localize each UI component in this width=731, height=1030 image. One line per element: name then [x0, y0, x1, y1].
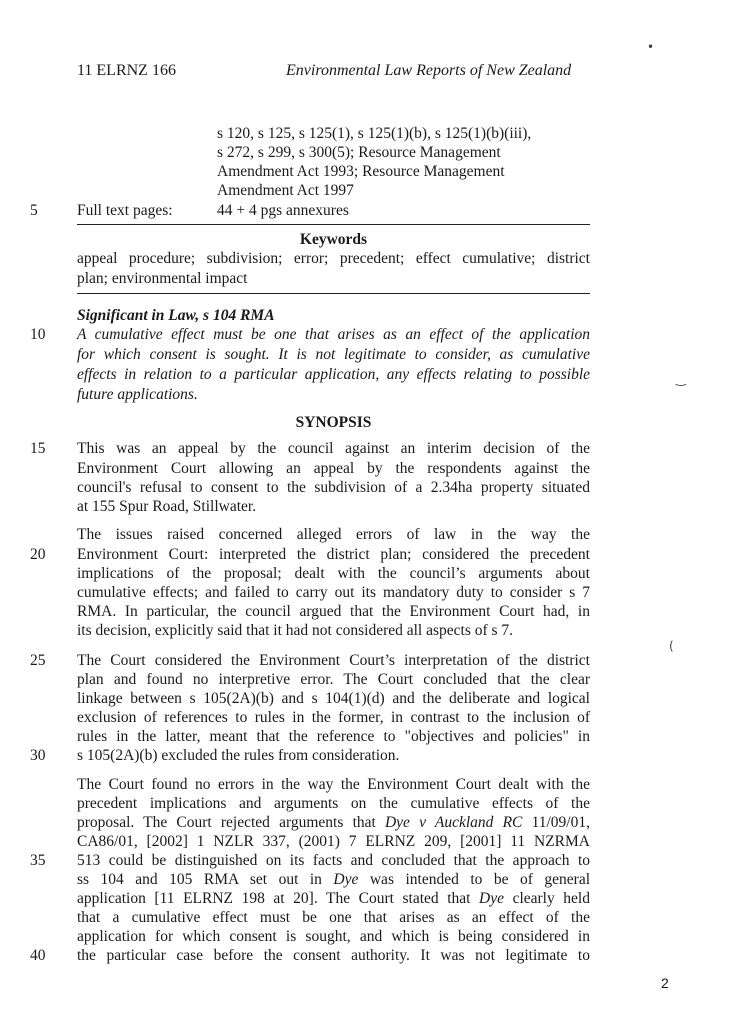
synopsis-paragraph-line: Environment Court: interpreted the district plan; considered the precedent — [77, 546, 590, 563]
running-header-journal: Environmental Law Reports of New Zealand — [286, 62, 572, 79]
line-number: 35 — [30, 852, 46, 869]
synopsis-paragraph-line: proposal. The Court rejected arguments that Dye v Auckland RC 11/09/01, — [77, 814, 590, 831]
running-header-citation: 11 ELRNZ 166 — [77, 62, 176, 79]
synopsis-paragraph-line: the particular case before the consent authority. It was not legitimate to — [77, 947, 590, 964]
divider-rule — [77, 224, 590, 225]
synopsis-paragraph-line: The issues raised concerned alleged errors of law in the way the — [77, 526, 590, 543]
synopsis-paragraph-line: council's refusal to consent to the subdivision of a 2.34ha property situated — [77, 479, 590, 496]
significance-line: for which consent is sought. It is not legitimate to consider, as cumulative — [77, 346, 590, 363]
line-number: 40 — [30, 947, 46, 964]
statutes-line: Amendment Act 1993; Resource Management — [217, 163, 505, 180]
significance-line: A cumulative effect must be one that arises as an effect of the application — [77, 326, 590, 343]
keywords-line: appeal procedure; subdivision; error; precedent; effect cumulative; district — [77, 250, 590, 267]
synopsis-paragraph-line: s 105(2A)(b) excluded the rules from consideration. — [77, 747, 400, 764]
keywords-heading: Keywords — [299, 231, 368, 248]
synopsis-paragraph-line: The Court found no errors in the way the Environment Court dealt with the — [77, 776, 590, 793]
synopsis-heading: SYNOPSIS — [295, 414, 372, 431]
synopsis-paragraph-line: rules in the latter, meant that the reference to "objectives and policies" in — [77, 728, 590, 745]
synopsis-paragraph-line: Environment Court allowing an appeal by the respondents against the — [77, 460, 590, 477]
page-number: 2 — [661, 975, 669, 991]
line-number: 30 — [30, 747, 46, 764]
significance-line: effects in relation to a particular application, any effects relating to possible — [77, 366, 590, 383]
line-number: 10 — [30, 326, 46, 343]
statutes-line: s 272, s 299, s 300(5); Resource Management — [217, 144, 501, 161]
synopsis-paragraph-line: that a cumulative effect must be one that arises as an effect of the — [77, 909, 590, 926]
scan-mark-icon: ‿ — [676, 372, 686, 386]
significance-line: future applications. — [77, 386, 198, 403]
statutes-line: s 120, s 125, s 125(1), s 125(1)(b), s 125(1)(b)(iii), — [217, 125, 532, 142]
scan-mark-icon: ( — [669, 639, 674, 653]
synopsis-paragraph-line: ss 104 and 105 RMA set out in Dye was intended to be of general — [77, 871, 591, 888]
synopsis-paragraph-line: This was an appeal by the council against an interim decision of the — [77, 440, 590, 457]
synopsis-paragraph-line: exclusion of references to rules in the former, in contrast to the inclusion of — [77, 709, 590, 726]
synopsis-paragraph-line: plan and found no interpretive error. The Court concluded that the clear — [77, 671, 590, 688]
line-number: 20 — [30, 546, 46, 563]
synopsis-paragraph-line: implications of the proposal; dealt with the council’s arguments about — [77, 565, 590, 582]
case-citation: Dye — [333, 871, 359, 888]
synopsis-paragraph-line: at 155 Spur Road, Stillwater. — [77, 498, 257, 515]
synopsis-paragraph-line: application [11 ELRNZ 198 at 20]. The Court stated that Dye clearly held — [77, 890, 590, 907]
keywords-line: plan; environmental impact — [77, 270, 248, 287]
line-number: 5 — [30, 202, 38, 219]
line-number: 15 — [30, 440, 46, 457]
statutes-line: Amendment Act 1997 — [217, 182, 354, 199]
divider-rule — [77, 293, 590, 294]
synopsis-paragraph-line: cumulative effects; and failed to carry out its mandatory duty to consider s 7 — [77, 584, 590, 601]
synopsis-paragraph-line: 513 could be distinguished on its facts and concluded that the approach to — [77, 852, 590, 869]
synopsis-paragraph-line: The Court considered the Environment Court’s interpretation of the district — [77, 652, 590, 669]
case-citation: Dye v Auckland RC — [384, 814, 523, 831]
synopsis-paragraph-line: RMA. In particular, the council argued that the Environment Court had, in — [77, 603, 590, 620]
significance-title: Significant in Law, s 104 RMA — [77, 307, 275, 324]
synopsis-paragraph-line: its decision, explicitly said that it had not considered all aspects of s 7. — [77, 622, 514, 639]
synopsis-paragraph-line: linkage between s 105(2A)(b) and s 104(1)(d) and the deliberate and logical — [77, 690, 590, 707]
synopsis-paragraph-line: application for which consent is sought, and which is being considered in — [77, 928, 590, 945]
synopsis-paragraph-line: precedent implications and arguments on the cumulative effects of the — [77, 795, 590, 812]
case-citation: Dye — [479, 890, 504, 907]
scan-speck-icon: • — [647, 40, 655, 54]
full-text-label: Full text pages: — [77, 202, 173, 219]
synopsis-paragraph-line: CA86/01, [2002] 1 NZLR 337, (2001) 7 ELRNZ 209, [2001] 11 NZRMA — [77, 833, 590, 850]
line-number: 25 — [30, 652, 46, 669]
full-text-value: 44 + 4 pgs annexures — [217, 202, 349, 219]
